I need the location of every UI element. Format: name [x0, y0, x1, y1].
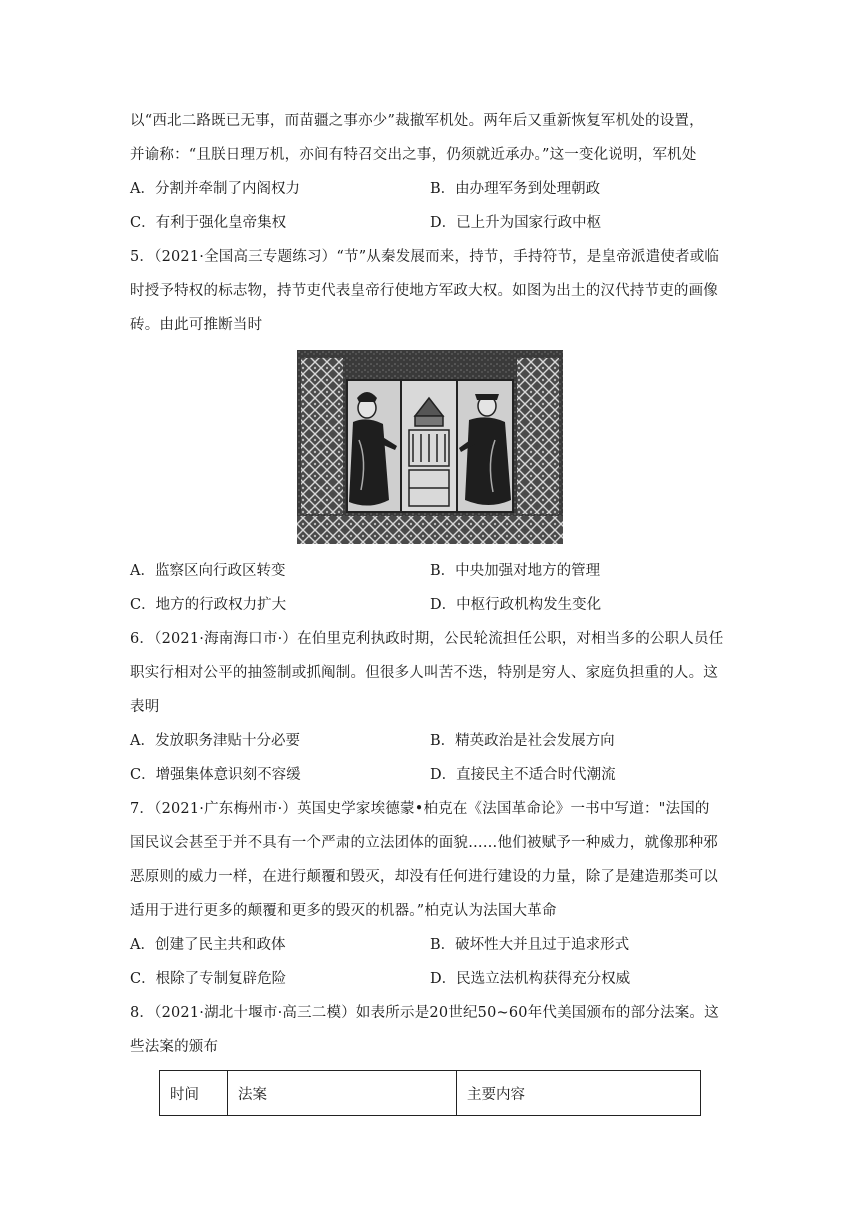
- options-row: [130, 962, 730, 996]
- question-text-line: 以“西北二路既已无事，而苗疆之事亦少”裁撤军机处。两年后又重新恢复军机处的设置，: [130, 113, 704, 129]
- question-text-line: 6．（2021·海南海口市·）在伯里克利执政时期，公民轮流担任公职，对相当多的公职人员任: [130, 631, 724, 647]
- options-row: [130, 724, 730, 758]
- option-a[interactable]: A．创建了民主共和政体: [130, 937, 286, 953]
- option-b[interactable]: B．中央加强对地方的管理: [430, 563, 601, 579]
- question-6: [130, 622, 730, 792]
- question-4: [130, 104, 730, 240]
- table-header-cell: 时间: [160, 1071, 228, 1116]
- question-text-line: 时授予特权的标志物，持节吏代表皇帝行使地方军政大权。如图为出土的汉代持节吏的画像: [130, 283, 718, 299]
- option-d[interactable]: D．民选立法机构获得充分权威: [430, 971, 631, 987]
- option-c[interactable]: C．地方的行政权力扩大: [130, 597, 287, 613]
- question-5: [130, 240, 730, 622]
- table-header-cell: 主要内容: [457, 1071, 701, 1116]
- option-b[interactable]: B．精英政治是社会发展方向: [430, 733, 615, 749]
- question-text-line: 7．（2021·广东梅州市·）英国史学家埃德蒙•柏克在《法国革命论》一书中写道："法国的: [130, 801, 710, 817]
- options-row: [130, 206, 730, 240]
- question-text-line: 并谕称：“且朕日理万机，亦间有特召交出之事，仍须就近承办。”这一变化说明，军机处: [130, 147, 697, 163]
- options-row: [130, 758, 730, 792]
- exam-page: [130, 104, 730, 1116]
- question-text-line: 恶原则的威力一样，在进行颠覆和毁灭，却没有任何进行建设的力量，除了是建造那类可以: [130, 869, 718, 885]
- option-d[interactable]: D．中枢行政机构发生变化: [430, 597, 602, 613]
- laws-table: [159, 1070, 701, 1116]
- question-text-line: 国民议会甚至于并不具有一个严肃的立法团体的面貌……他们被赋予一种威力，就像那种邪: [130, 835, 718, 851]
- question-text-line: 些法案的颁布: [130, 1039, 219, 1055]
- option-a[interactable]: A．分割并牵制了内阁权力: [130, 181, 300, 197]
- option-b[interactable]: B．破坏性大并且过于追求形式: [430, 937, 630, 953]
- option-b[interactable]: B．由办理军务到处理朝政: [430, 181, 601, 197]
- option-c[interactable]: C．增强集体意识刻不容缓: [130, 767, 301, 783]
- option-c[interactable]: C．根除了专制复辟危险: [130, 971, 287, 987]
- option-c[interactable]: C．有利于强化皇帝集权: [130, 215, 287, 231]
- han-dynasty-brick-relief-image: [297, 350, 563, 544]
- table-header-row: [160, 1071, 701, 1116]
- option-d[interactable]: D．已上升为国家行政中枢: [430, 215, 602, 231]
- options-row: [130, 554, 730, 588]
- question-7: [130, 792, 730, 996]
- question-8: [130, 996, 730, 1116]
- question-text-line: 砖。由此可推断当时: [130, 317, 263, 333]
- question-text-line: 职实行相对公平的抽签制或抓阄制。但很多人叫苦不迭，特别是穷人、家庭负担重的人。这: [130, 665, 718, 681]
- options-row: [130, 172, 730, 206]
- question-text-line: 适用于进行更多的颠覆和更多的毁灭的机器。”柏克认为法国大革命: [130, 903, 557, 919]
- question-text-line: 5．（2021·全国高三专题练习）“节”从秦发展而来，持节，手持符节，是皇帝派遣使者或临: [130, 249, 720, 265]
- options-row: [130, 928, 730, 962]
- image-container: [130, 342, 730, 554]
- option-d[interactable]: D．直接民主不适合时代潮流: [430, 767, 616, 783]
- question-text-line: 8．（2021·湖北十堰市·高三二模）如表所示是20世纪50~60年代美国颁布的部分法案。这: [130, 1005, 719, 1021]
- table-header-cell: 法案: [228, 1071, 457, 1116]
- option-a[interactable]: A．发放职务津贴十分必要: [130, 733, 300, 749]
- options-row: [130, 588, 730, 622]
- option-a[interactable]: A．监察区向行政区转变: [130, 563, 286, 579]
- question-text-line: 表明: [130, 699, 160, 715]
